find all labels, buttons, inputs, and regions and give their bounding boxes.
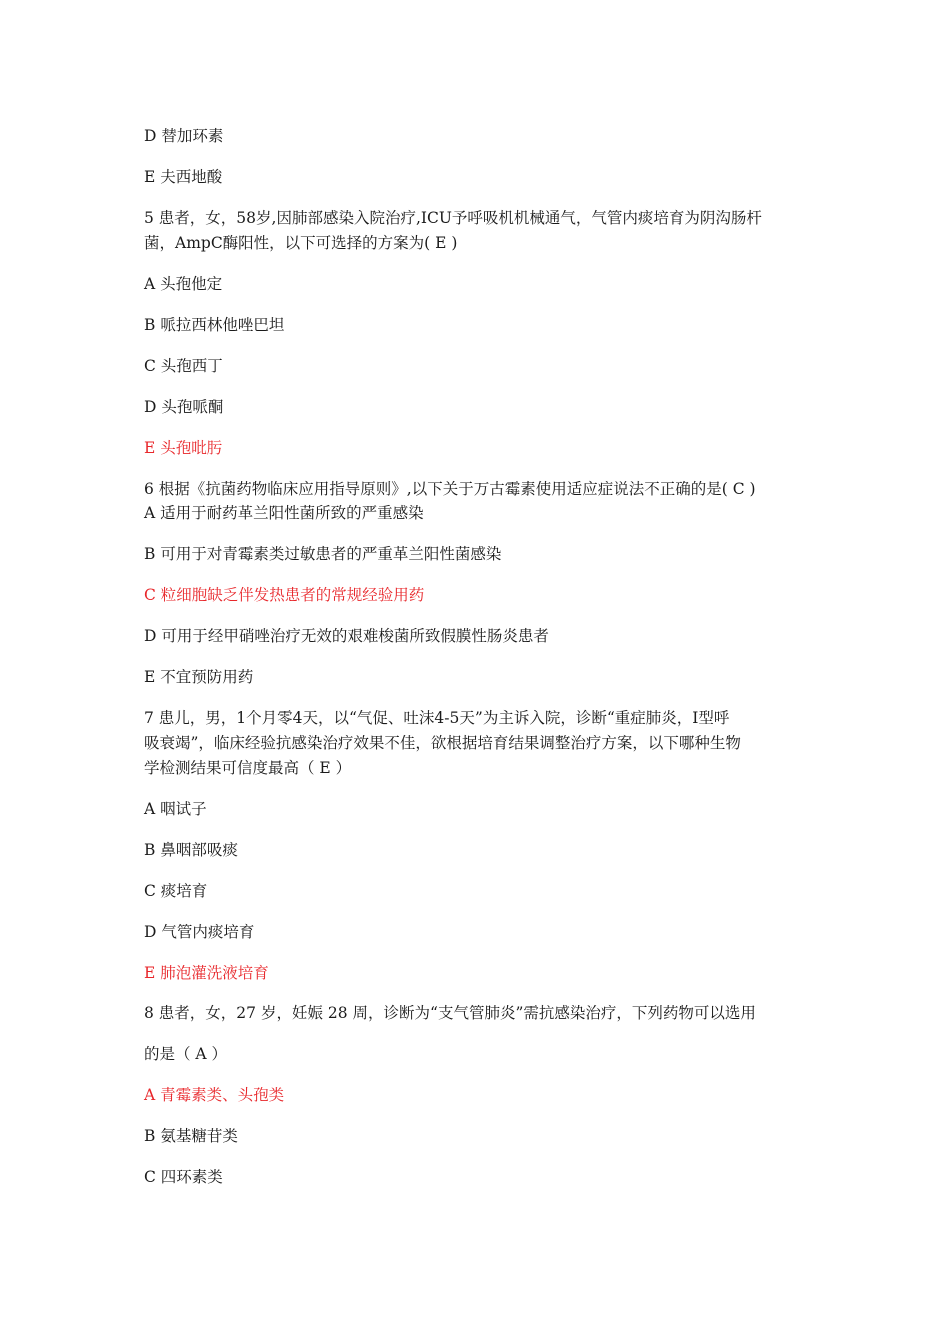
option-e-fusidic-acid: E 夫西地酸 xyxy=(144,168,223,186)
q7-option-b: B 鼻咽部吸痰 xyxy=(144,841,238,859)
q6-option-b: B 可用于对青霉素类过敏患者的严重革兰阳性菌感染 xyxy=(144,545,502,563)
question-7-line-2: 吸衰竭”，临床经验抗感染治疗效果不佳，欲根据培育结果调整治疗方案，以下哪种生物 xyxy=(144,734,741,752)
q6-option-e: E 不宜预防用药 xyxy=(144,668,254,686)
question-8-line-1: 8 患者，女，27 岁，妊娠 28 周，诊断为“支气管肺炎”需抗感染治疗，下列药物可以选用 xyxy=(144,1004,756,1022)
question-5-line-1: 5 患者，女，58岁,因肺部感染入院治疗,ICU予呼吸机机械通气，气管内痰培育为阴沟肠杆 xyxy=(144,209,762,227)
q6-option-a: A 适用于耐药革兰阳性菌所致的严重感染 xyxy=(144,504,424,522)
q5-option-b: B 哌拉西林他唑巴坦 xyxy=(144,316,285,334)
q7-option-a: A 咽试子 xyxy=(144,800,207,818)
option-d-tigecycline: D 替加环素 xyxy=(144,127,224,145)
question-6-line-1: 6 根据《抗菌药物临床应用指导原则》,以下关于万古霉素使用适应症说法不正确的是( C ) xyxy=(144,480,756,498)
q8-option-a-answer: A 青霉素类、头孢类 xyxy=(144,1086,285,1104)
q8-option-c: C 四环素类 xyxy=(144,1168,223,1186)
q7-option-c: C 痰培育 xyxy=(144,882,208,900)
q5-option-c: C 头孢西丁 xyxy=(144,357,223,375)
question-7-line-3: 学检测结果可信度最高（ E ） xyxy=(144,759,352,777)
question-7-line-1: 7 患儿，男，1个月零4天，以“气促、吐沫4-5天”为主诉入院，诊断“重症肺炎，Ⅰ型呼 xyxy=(144,709,730,727)
q5-option-e-answer: E 头孢吡肟 xyxy=(144,439,223,457)
document-page xyxy=(144,0,806,1344)
q6-option-c-answer: C 粒细胞缺乏伴发热患者的常规经验用药 xyxy=(144,586,425,604)
q6-option-d: D 可用于经甲硝唑治疗无效的艰难梭菌所致假膜性肠炎患者 xyxy=(144,627,549,645)
question-5-line-2: 菌，AmpC酶阳性，以下可选择的方案为( E ) xyxy=(144,234,458,252)
question-8-line-2: 的是（ A ） xyxy=(144,1045,228,1063)
q5-option-a: A 头孢他定 xyxy=(144,275,223,293)
q8-option-b: B 氨基糖苷类 xyxy=(144,1127,238,1145)
q7-option-e-answer: E 肺泡灌洗液培育 xyxy=(144,964,269,982)
q7-option-d: D 气管内痰培育 xyxy=(144,923,255,941)
q5-option-d: D 头孢哌酮 xyxy=(144,398,224,416)
